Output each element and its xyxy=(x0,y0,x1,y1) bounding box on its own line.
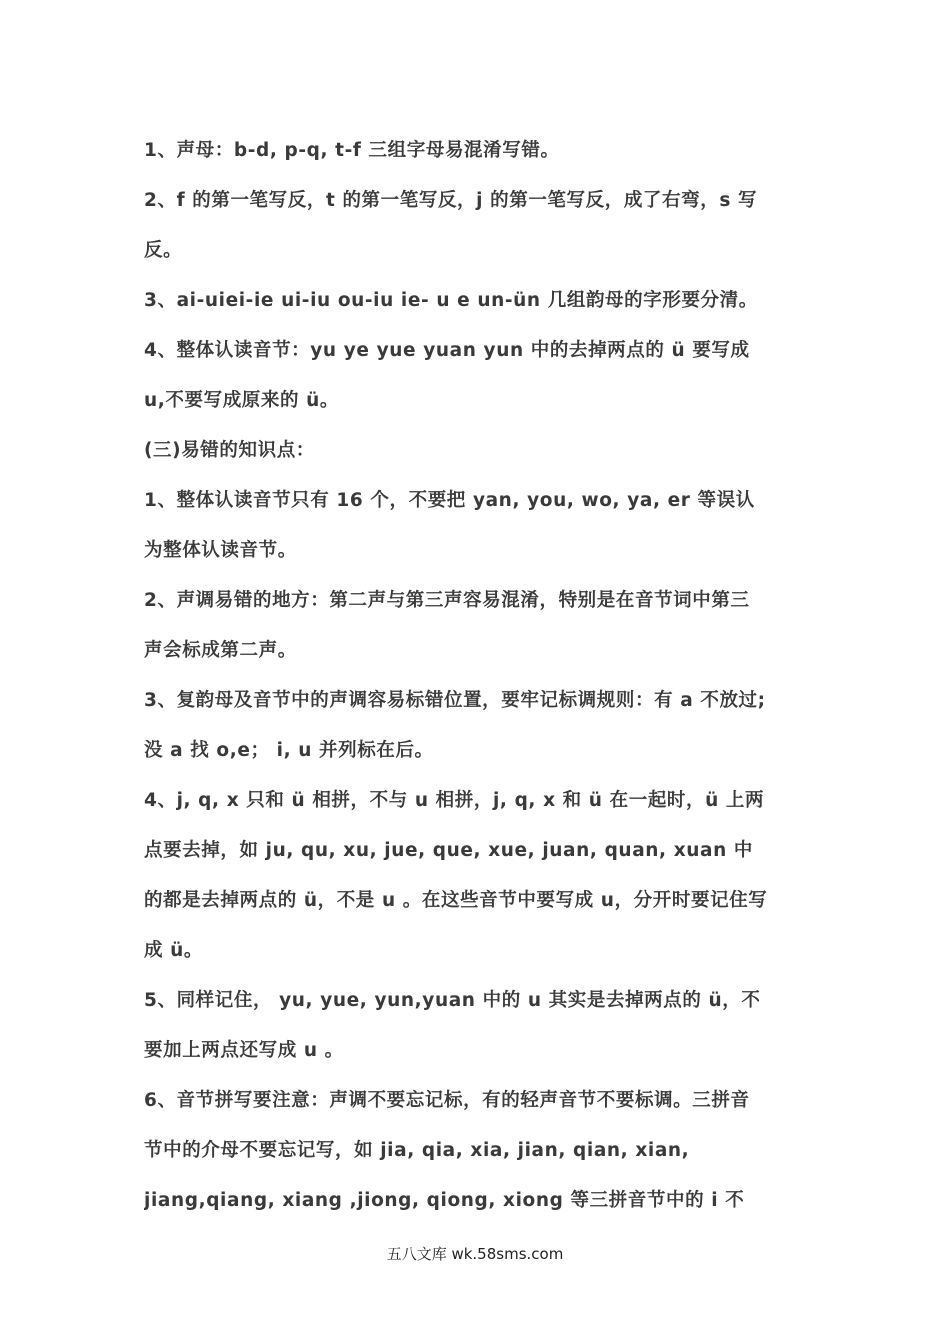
text-line: 成 ü。 xyxy=(144,940,204,961)
text-line: 2、f 的第一笔写反，t 的第一笔写反，j 的第一笔写反，成了右弯，s 写 xyxy=(144,190,758,211)
text-line: 没 a 找 o,e； i, u 并列标在后。 xyxy=(144,740,434,761)
text-line: u,不要写成原来的 ü。 xyxy=(144,390,340,411)
text-line: 3、ai-uiei-ie ui-iu ou-iu ie- u e un-ün 几组韵母的字形要分清。 xyxy=(144,290,758,311)
text-line: 4、整体认读音节：yu ye yue yuan yun 中的去掉两点的 ü 要写成 xyxy=(144,340,750,361)
section-heading: (三)易错的知识点： xyxy=(144,440,315,461)
text-line: 6、音节拼写要注意：声调不要忘记标，有的轻声音节不要标调。三拼音 xyxy=(144,1090,750,1111)
text-line: 2、声调易错的地方：第二声与第三声容易混淆，特别是在音节词中第三 xyxy=(144,590,750,611)
document-body xyxy=(144,134,816,1234)
page-footer: 五八文库 wk.58sms.com xyxy=(386,1245,564,1263)
text-line: 要加上两点还写成 u 。 xyxy=(144,1040,344,1061)
text-line: 点要去掉，如 ju, qu, xu, jue, que, xue, juan, quan, xuan 中 xyxy=(144,840,754,861)
text-line: 声会标成第二声。 xyxy=(144,640,297,661)
text-line: 的都是去掉两点的 ü，不是 u 。在这些音节中要写成 u，分开时要记住写 xyxy=(144,890,768,911)
text-line: 反。 xyxy=(144,240,183,261)
text-line: 3、复韵母及音节中的声调容易标错位置，要牢记标调规则：有 a 不放过; xyxy=(144,690,766,711)
text-line: 4、j, q, x 只和 ü 相拼，不与 u 相拼，j, q, x 和 ü 在一起时，ü 上两 xyxy=(144,790,765,811)
text-line: 为整体认读音节。 xyxy=(144,540,297,561)
text-line: 1、声母：b-d, p-q, t-f 三组字母易混淆写错。 xyxy=(144,140,560,161)
text-line: 节中的介母不要忘记写，如 jia, qia, xia, jian, qian, xian, xyxy=(144,1140,690,1161)
text-line: 1、整体认读音节只有 16 个，不要把 yan, you, wo, ya, er 等误认 xyxy=(144,490,755,511)
text-line: jiang,qiang, xiang ,jiong, qiong, xiong 等三拼音节中的 i 不 xyxy=(144,1190,745,1211)
text-line: 5、同样记住， yu, yue, yun,yuan 中的 u 其实是去掉两点的 ü，不 xyxy=(144,990,761,1011)
